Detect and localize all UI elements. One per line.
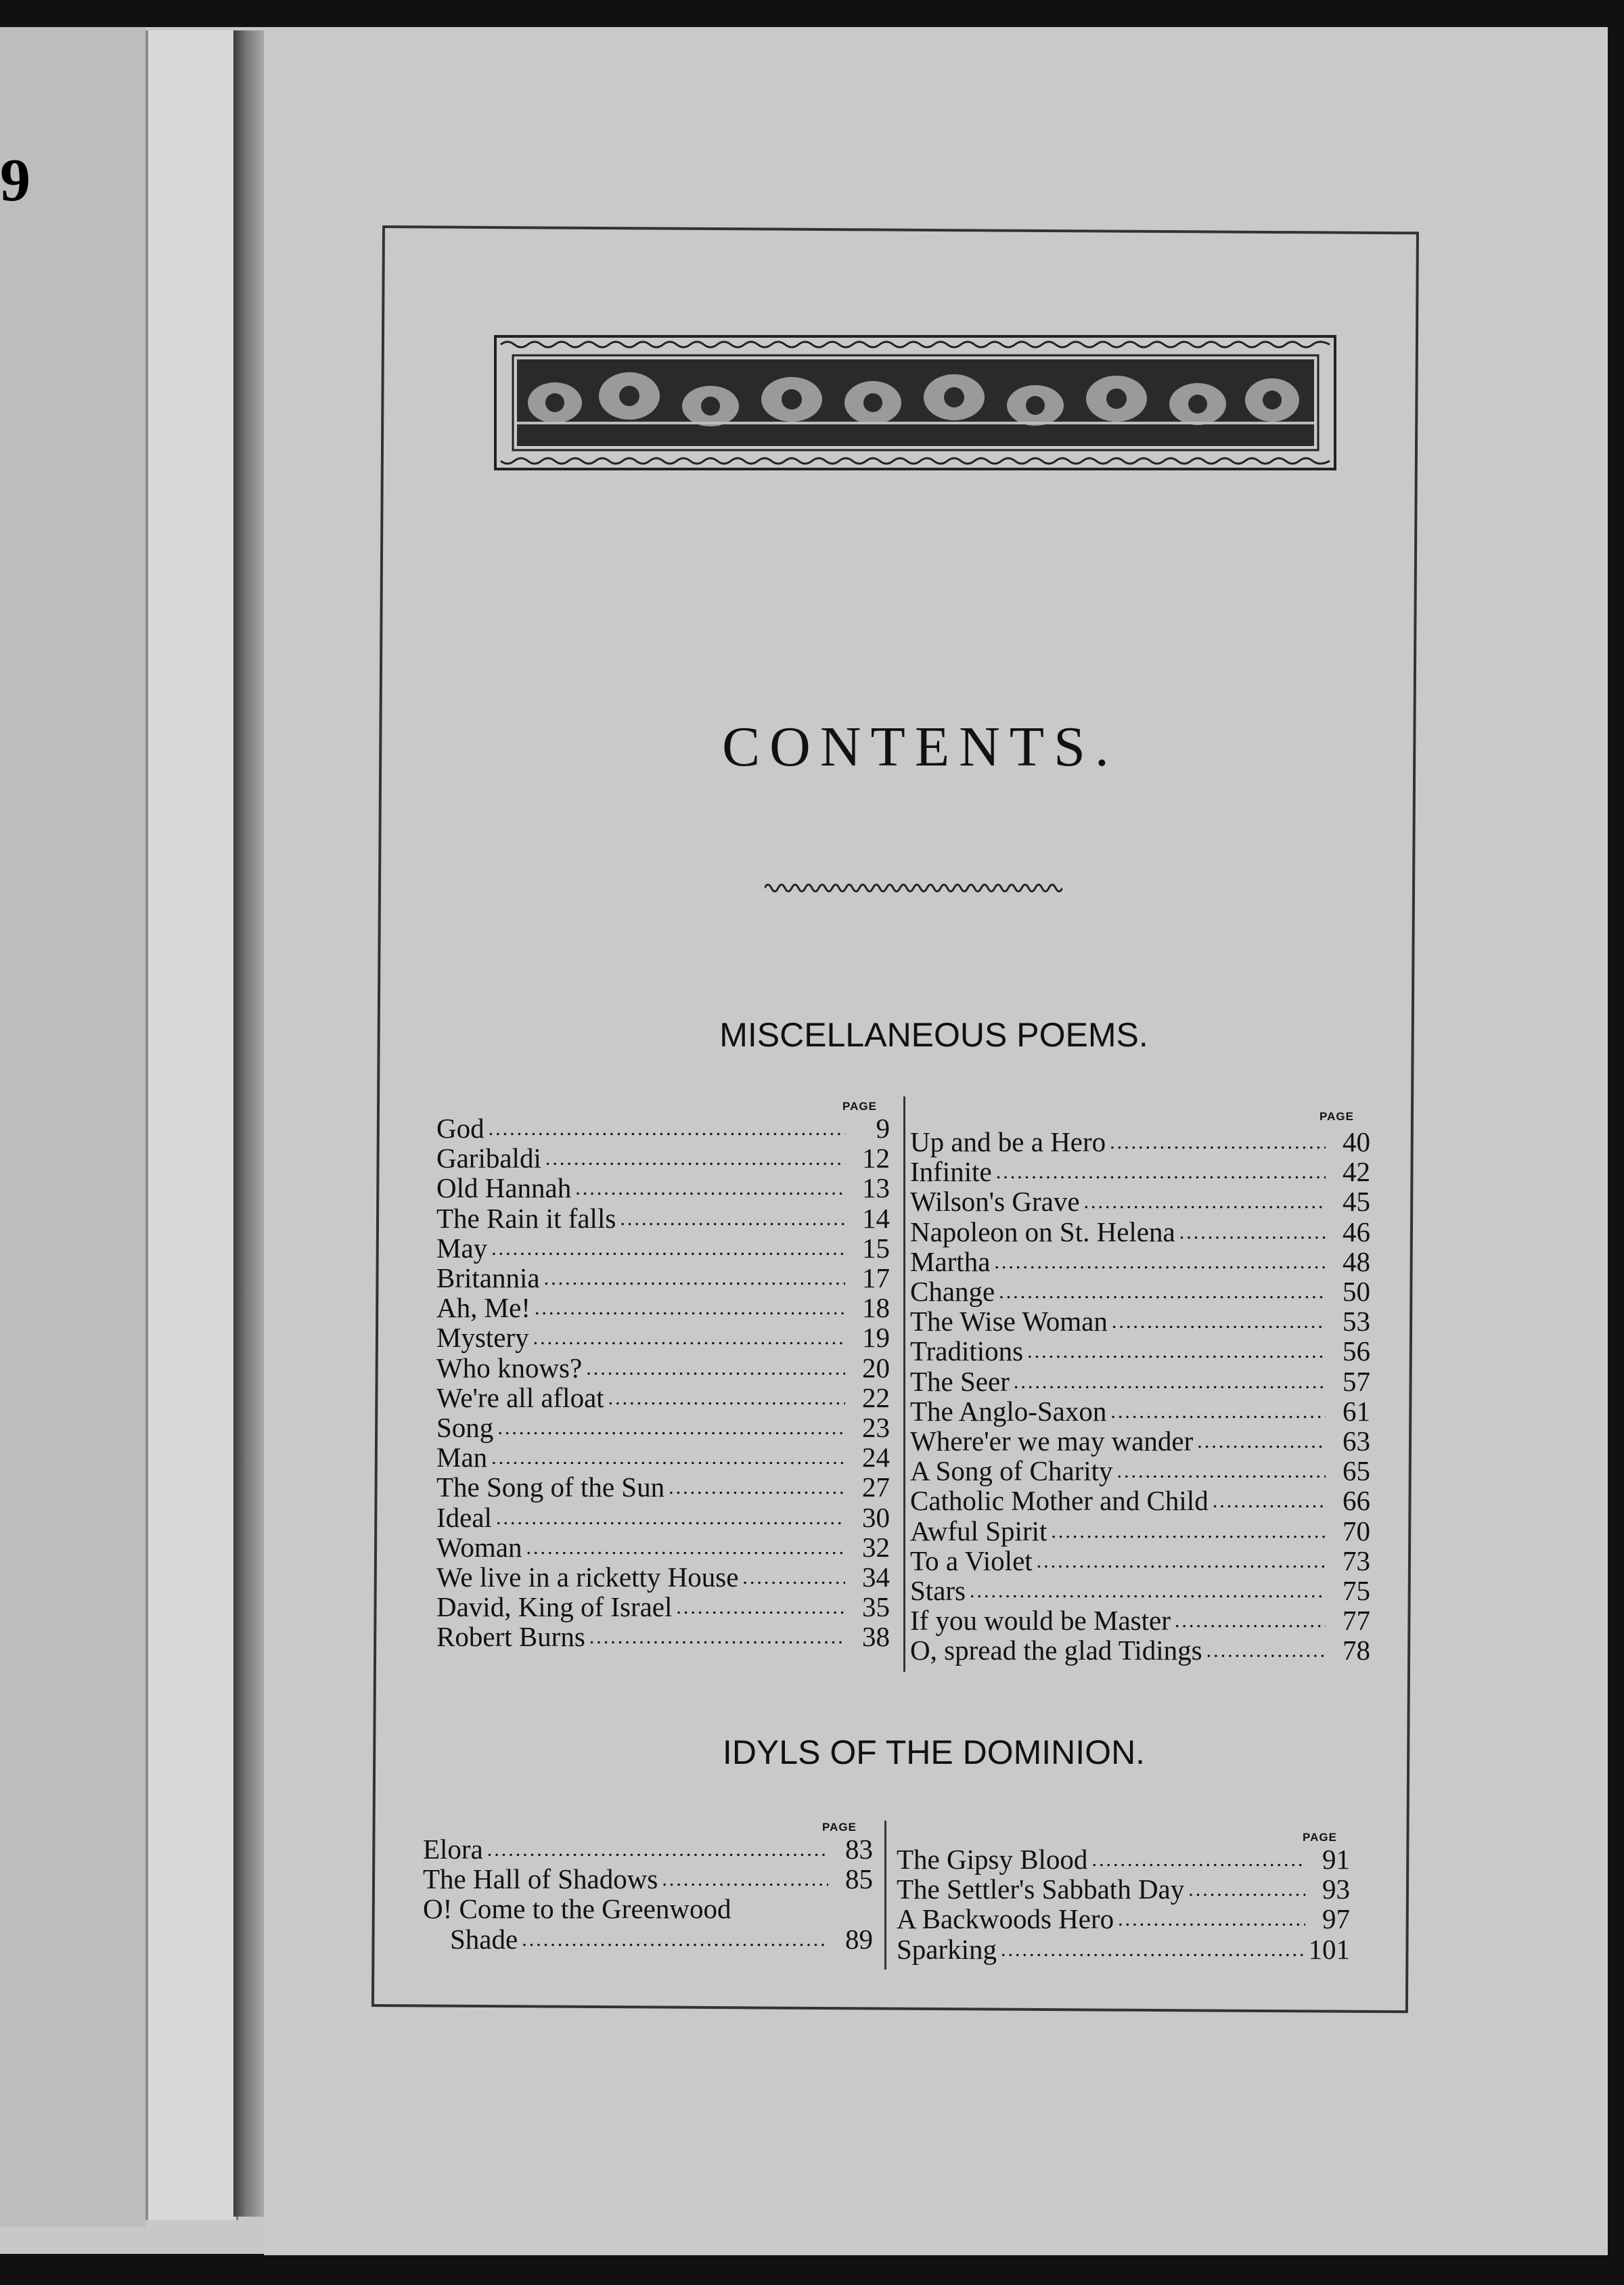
toc-entry-page: 97 xyxy=(1322,1903,1350,1935)
toc-entry-title: O! Come to the Greenwood xyxy=(423,1893,731,1925)
toc-entry-page: 38 xyxy=(862,1621,890,1653)
toc-entry-page: 48 xyxy=(1343,1245,1370,1277)
toc-entry-page: 70 xyxy=(1343,1515,1370,1547)
leader-dots xyxy=(586,1350,845,1377)
toc-entry-title: A Song of Charity xyxy=(910,1455,1113,1487)
toc-entry xyxy=(897,1931,1350,1966)
toc-entry-page: 61 xyxy=(1343,1395,1370,1427)
toc-entry-page: 63 xyxy=(1343,1425,1370,1457)
leader-dots xyxy=(1110,1124,1326,1151)
toc-entry xyxy=(436,1618,890,1653)
page-column-label: PAGE xyxy=(1320,1110,1354,1123)
toc-entry-title: Shade xyxy=(450,1923,518,1955)
toc-entry-page: 65 xyxy=(1343,1455,1370,1487)
toc-entry xyxy=(910,1632,1370,1666)
spine-strip xyxy=(145,30,238,2220)
toc-entry-title: The Seer xyxy=(910,1365,1010,1397)
toc-entry-title: Infinite xyxy=(910,1156,992,1188)
leader-dots xyxy=(544,1260,845,1287)
leader-dots xyxy=(545,1140,845,1168)
column-divider xyxy=(884,1821,886,1970)
toc-entry-title: We're all afloat xyxy=(436,1381,604,1413)
toc-entry-page: 32 xyxy=(862,1531,890,1563)
wavy-rule xyxy=(765,880,1062,896)
toc-entry-title: Woman xyxy=(436,1531,522,1563)
toc-entry-title: Elora xyxy=(423,1834,483,1865)
toc-entry-page: 56 xyxy=(1343,1335,1370,1367)
toc-entry-page: 30 xyxy=(862,1501,890,1533)
leader-dots xyxy=(489,1110,845,1138)
leader-dots xyxy=(1213,1482,1326,1510)
toc-entry-page: 20 xyxy=(862,1352,890,1383)
toc-entry-title: David, King of Israel xyxy=(436,1591,673,1623)
toc-entry-title: O, spread the glad Tidings xyxy=(910,1635,1202,1666)
toc-entry-title: Mystery xyxy=(436,1322,529,1354)
toc-entry-title: Sparking xyxy=(897,1933,997,1965)
toc-entry-page: 75 xyxy=(1343,1575,1370,1606)
leader-dots xyxy=(620,1200,845,1228)
toc-entry-page: 22 xyxy=(862,1381,890,1413)
leader-dots xyxy=(999,1273,1326,1301)
toc-entry-page: 66 xyxy=(1343,1485,1370,1517)
leader-dots xyxy=(994,1243,1326,1271)
toc-entry xyxy=(423,1921,873,1955)
leader-dots xyxy=(589,1618,845,1646)
toc-entry-title: The Settler's Sabbath Day xyxy=(897,1873,1185,1905)
toc-entry-page: 23 xyxy=(862,1412,890,1443)
toc-entry-page: 85 xyxy=(845,1863,873,1895)
leader-dots xyxy=(496,1499,845,1527)
leader-dots xyxy=(1179,1214,1326,1241)
toc-entry-title: Ideal xyxy=(436,1501,492,1533)
leader-dots xyxy=(1118,1901,1305,1928)
edge-mark: 9 xyxy=(0,147,30,214)
toc-entry-title: We live in a ricketty House xyxy=(436,1561,739,1593)
leader-dots xyxy=(970,1572,1326,1600)
toc-entry-title: The Anglo-Saxon xyxy=(910,1395,1107,1427)
toc-entry-page: 101 xyxy=(1308,1933,1350,1965)
section-heading-idyls: IDYLS OF THE DOMINION. xyxy=(722,1733,1146,1771)
toc-entry-page: 35 xyxy=(862,1591,890,1623)
toc-entry-page: 46 xyxy=(1343,1216,1370,1247)
leader-dots xyxy=(1110,1393,1326,1421)
toc-entry-title: May xyxy=(436,1232,488,1264)
toc-entry-page: 78 xyxy=(1343,1635,1370,1666)
toc-entry-title: The Rain it falls xyxy=(436,1202,616,1234)
toc-entry-title: The Song of the Sun xyxy=(436,1471,665,1503)
toc-entry-title: Britannia xyxy=(436,1262,540,1293)
toc-entry-title: If you would be Master xyxy=(910,1605,1171,1637)
leader-dots xyxy=(497,1409,845,1437)
toc-entry-page: 18 xyxy=(862,1292,890,1324)
leader-dots xyxy=(1197,1423,1326,1450)
leader-dots xyxy=(1091,1841,1305,1869)
leader-dots xyxy=(742,1559,845,1587)
leader-dots xyxy=(1027,1333,1326,1360)
page-column-label: PAGE xyxy=(822,1821,857,1834)
column-divider xyxy=(903,1096,905,1672)
leader-dots xyxy=(1084,1183,1326,1211)
toc-entry-title: The Gipsy Blood xyxy=(897,1844,1088,1875)
toc-entry-title: Ah, Me! xyxy=(436,1292,531,1324)
toc-entry-page: 77 xyxy=(1343,1605,1370,1637)
toc-entry-title: Awful Spirit xyxy=(910,1515,1047,1547)
toc-entry-title: To a Violet xyxy=(910,1545,1033,1576)
leader-dots xyxy=(1206,1632,1326,1660)
binding-left xyxy=(0,27,145,2227)
toc-entry-title: Martha xyxy=(910,1245,991,1277)
toc-entry-title: Catholic Mother and Child xyxy=(910,1485,1209,1517)
toc-entry-title: A Backwoods Hero xyxy=(897,1903,1114,1935)
toc-entry-title: Garibaldi xyxy=(436,1142,541,1174)
leader-dots xyxy=(1188,1871,1305,1899)
toc-entry-page: 9 xyxy=(876,1113,890,1144)
toc-entry-page: 17 xyxy=(862,1262,890,1293)
toc-entry-page: 19 xyxy=(862,1322,890,1354)
toc-entry-page: 50 xyxy=(1343,1276,1370,1307)
toc-entry-title: Man xyxy=(436,1442,488,1473)
leader-dots xyxy=(1001,1931,1304,1959)
leader-dots xyxy=(1117,1452,1326,1480)
toc-entry-title: The Wise Woman xyxy=(910,1306,1108,1337)
page-column-label: PAGE xyxy=(1303,1831,1337,1844)
toc-entry-page: 12 xyxy=(862,1142,890,1174)
toc-entry-page: 27 xyxy=(862,1471,890,1503)
toc-entry-title: Song xyxy=(436,1412,494,1443)
leader-dots xyxy=(676,1589,845,1616)
toc-entry-title: The Hall of Shadows xyxy=(423,1863,658,1895)
leader-dots xyxy=(575,1170,845,1197)
toc-entry-page: 57 xyxy=(1343,1365,1370,1397)
leader-dots xyxy=(1112,1303,1326,1331)
toc-entry-title: Traditions xyxy=(910,1335,1024,1367)
leader-dots xyxy=(1037,1543,1326,1570)
floral-ornament-banner xyxy=(494,335,1336,470)
toc-entry-page: 53 xyxy=(1343,1306,1370,1337)
toc-entry-page: 73 xyxy=(1343,1545,1370,1576)
toc-entry-title: Stars xyxy=(910,1575,966,1606)
toc-entry-page: 34 xyxy=(862,1561,890,1593)
toc-entry-title: Where'er we may wander xyxy=(910,1425,1194,1457)
leader-dots xyxy=(535,1289,845,1317)
leader-dots xyxy=(491,1439,845,1467)
toc-entry-title: Old Hannah xyxy=(436,1172,572,1204)
leader-dots xyxy=(662,1861,828,1888)
spine-shadow xyxy=(233,30,264,2217)
leader-dots xyxy=(526,1529,845,1557)
toc-entry-title: Napoleon on St. Helena xyxy=(910,1216,1175,1247)
leader-dots xyxy=(608,1379,845,1407)
toc-entry-page: 13 xyxy=(862,1172,890,1204)
leader-dots xyxy=(1175,1602,1326,1630)
section-heading-misc: MISCELLANEOUS POEMS. xyxy=(719,1016,1148,1054)
leader-dots xyxy=(1051,1513,1326,1540)
leader-dots xyxy=(522,1921,828,1949)
leader-dots xyxy=(487,1831,828,1859)
toc-entry-page: 42 xyxy=(1343,1156,1370,1188)
toc-entry-title: Robert Burns xyxy=(436,1621,585,1653)
toc-entry-page: 45 xyxy=(1343,1186,1370,1218)
page-column-label: PAGE xyxy=(842,1100,877,1113)
leader-dots xyxy=(491,1230,845,1258)
toc-entry-page: 89 xyxy=(845,1923,873,1955)
leader-dots xyxy=(996,1153,1326,1181)
leader-dots xyxy=(669,1469,845,1496)
toc-entry-page: 93 xyxy=(1322,1873,1350,1905)
toc-entry-title: Wilson's Grave xyxy=(910,1186,1080,1218)
toc-entry-page: 91 xyxy=(1322,1844,1350,1875)
toc-entry-page: 24 xyxy=(862,1442,890,1473)
leader-dots xyxy=(533,1319,845,1347)
toc-entry-title: Up and be a Hero xyxy=(910,1126,1106,1157)
page-title: CONTENTS. xyxy=(722,715,1119,778)
toc-entry-page: 40 xyxy=(1343,1126,1370,1157)
leader-dots xyxy=(1014,1363,1326,1391)
toc-entry-title: Change xyxy=(910,1276,995,1307)
toc-entry-title: God xyxy=(436,1113,484,1144)
toc-entry-page: 15 xyxy=(862,1232,890,1264)
toc-entry-page: 83 xyxy=(845,1834,873,1865)
toc-entry-page: 14 xyxy=(862,1202,890,1234)
toc-entry-title: Who knows? xyxy=(436,1352,583,1383)
